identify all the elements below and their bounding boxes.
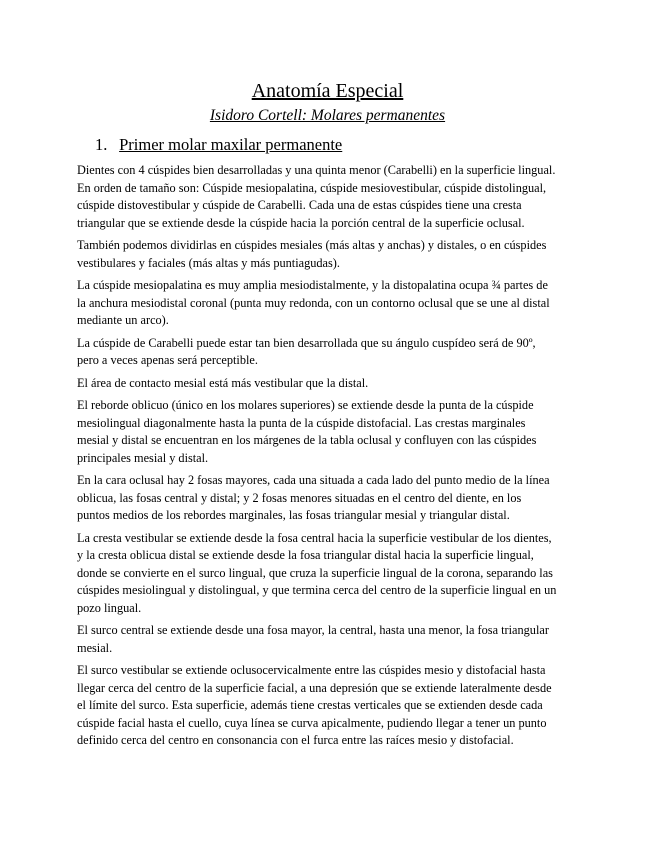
paragraph: También podemos dividirlas en cúspides mesiales (más altas y anchas) y distales, o en cúspides vestibulares y faciales (más altas y más puntiagudas). [77, 238, 547, 270]
document-subtitle: Isidoro Cortell: Molares permanentes [209, 107, 446, 124]
section-heading-text: Primer molar maxilar permanente [119, 135, 343, 154]
paragraph: La cúspide de Carabelli puede estar tan bien desarrollada que su ángulo cuspídeo será de 90º, pero a veces apenas será perceptible. [77, 335, 536, 367]
paragraph: En la cara oclusal hay 2 fosas mayores, cada una situada a cada lado del punto medio de la línea oblicua, las fosas central y distal; y 2 fosas menores situadas en el centro del diente, en los puntos medios de los rebordes marginales, las fosas triangular mesial y triangular distal. [77, 473, 550, 522]
paragraph: El surco vestibular se extiende oclusocervicalmente entre las cúspides mesio y distofacial hasta llegar cerca del centro de la superficie facial, a una depresión que se extiende lateralmente desde el límite del surco. Esta superficie, además tiene crestas verticales que se extienden desde cada cúspide facial hasta el cuello, cuya línea se curva apicalmente, pudiendo llegar a tener un punto definido cerca del centro en consonancia con el furca entre las raíces mesio y distofacial. [77, 663, 552, 747]
paragraph: La cúspide mesiopalatina es muy amplia mesiodistalmente, y la distopalatina ocupa ¾ partes de la anchura mesiodistal coronal (punta muy redonda, con un contorno oclusal que se une al distal mediante un arco). [77, 278, 550, 327]
document-body [77, 162, 557, 755]
paragraph: El reborde oblicuo (único en los molares superiores) se extiende desde la punta de la cúspide mesiolingual diagonalmente hasta la punta de la cúspide distofacial. Las crestas marginales mesial y distal se encuentran en los márgenes de la tabla oclusal y confluyen con las cúspides principales mesial y distal. [77, 398, 537, 465]
paragraph: El área de contacto mesial está más vestibular que la distal. [77, 375, 369, 390]
section-heading [95, 134, 342, 156]
paragraph: El surco central se extiende desde una fosa mayor, la central, hasta una menor, la fosa triangular mesial. [77, 623, 549, 655]
paragraph: Dientes con 4 cúspides bien desarrolladas y una quinta menor (Carabelli) en la superficie lingual. En orden de tamaño son: Cúspide mesiopalatina, cúspide mesiovestibular, cúspide distolingual, cúspide distovestibular y cúspide de Carabelli. Cada una de estas cúspides tiene una cresta triangular que se extiende desde la cúspide hacia la porción central de la superficie oclusal. [77, 163, 556, 230]
document-title: Anatomía Especial [251, 80, 404, 102]
paragraph: La cresta vestibular se extiende desde la fosa central hacia la superficie vestibular de los dientes, y la cresta oblicua distal se extiende desde la fosa triangular distal hacia la superficie lingual, donde se convierte en el surco lingual, que cruza la superficie lingual de la corona, separando las cúspides mesiolingual y distolingual, y que termina cerca del centro de la superficie lingual en un pozo lingual. [77, 530, 557, 615]
section-number: 1. [95, 135, 108, 154]
